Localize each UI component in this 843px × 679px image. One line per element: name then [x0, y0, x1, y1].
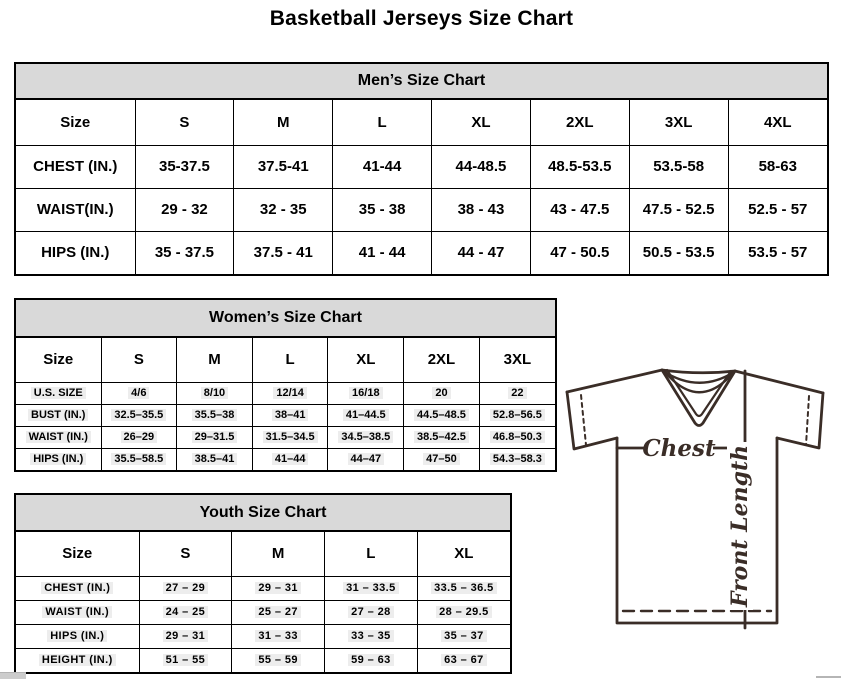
- cell-text: CHEST (IN.): [41, 582, 113, 594]
- table-row: [16, 145, 827, 188]
- cell-text: 31 – 33.5: [343, 582, 398, 594]
- cell-text: 54.3–58.3: [490, 453, 545, 465]
- table-cell: [177, 382, 253, 404]
- table-cell: [16, 532, 139, 576]
- cell-text: 38–41: [272, 409, 309, 421]
- table-cell: [417, 600, 510, 624]
- table-cell: [530, 145, 629, 188]
- mens-size-table: [16, 100, 827, 274]
- cell-text: 2XL: [566, 113, 594, 131]
- table-cell: [16, 648, 139, 672]
- table-cell: [417, 576, 510, 600]
- jersey-left-shoulder: [567, 370, 662, 392]
- table-cell: [328, 426, 404, 448]
- jersey-collar-top: [662, 370, 735, 373]
- table-cell: [404, 382, 480, 404]
- cell-text: L: [366, 545, 376, 563]
- table-cell: [232, 532, 325, 576]
- table-cell: [16, 188, 135, 231]
- table-cell: [629, 188, 728, 231]
- table-cell: [417, 624, 510, 648]
- cell-text: 51 – 55: [163, 654, 209, 666]
- cell-text: HIPS (IN.): [41, 244, 110, 262]
- cell-text: 12/14: [273, 387, 307, 399]
- table-cell: [432, 231, 531, 274]
- table-cell: [135, 145, 234, 188]
- cell-text: 33 – 35: [348, 630, 394, 642]
- cell-text: 41-44: [362, 158, 402, 175]
- table-cell: [177, 426, 253, 448]
- jersey-right-shoulder: [735, 371, 823, 393]
- table-cell: [417, 532, 510, 576]
- table-cell: [432, 145, 531, 188]
- table-cell: [404, 426, 480, 448]
- table-cell: [328, 404, 404, 426]
- table-cell: [139, 600, 232, 624]
- table-cell: [16, 231, 135, 274]
- table-row: [16, 448, 555, 470]
- table-cell: [234, 188, 333, 231]
- cell-text: M: [277, 113, 290, 131]
- cell-text: 31 – 33: [255, 630, 301, 642]
- table-cell: [333, 188, 432, 231]
- cell-text: 3XL: [503, 351, 532, 369]
- table-cell: [101, 426, 177, 448]
- table-cell: [728, 145, 827, 188]
- cell-text: M: [208, 351, 221, 369]
- size-header-row: [16, 532, 510, 576]
- table-cell: [728, 100, 827, 145]
- cell-text: S: [179, 113, 190, 131]
- table-cell: [101, 404, 177, 426]
- cell-text: Size: [43, 351, 74, 369]
- cell-text: 38 - 43: [457, 201, 505, 218]
- table-cell: [234, 100, 333, 145]
- cell-text: 41–44: [272, 453, 309, 465]
- cell-text: HIPS (IN.): [47, 630, 107, 642]
- cell-text: 26–29: [121, 431, 158, 443]
- table-cell: [728, 231, 827, 274]
- cell-text: 27 – 29: [163, 582, 209, 594]
- table-cell: [101, 338, 177, 382]
- table-cell: [232, 624, 325, 648]
- cell-text: XL: [454, 545, 474, 563]
- cell-text: CHEST (IN.): [33, 158, 118, 175]
- cell-text: 46.8–50.3: [490, 431, 545, 443]
- cell-text: 37.5 - 41: [253, 244, 313, 262]
- cell-text: L: [377, 113, 387, 131]
- cell-text: S: [180, 545, 191, 563]
- cell-text: 44.5–48.5: [414, 409, 469, 421]
- cell-text: 35 - 38: [358, 201, 406, 218]
- cell-text: Size: [60, 113, 91, 131]
- table-row: [16, 576, 510, 600]
- page-title: Basketball Jerseys Size Chart: [269, 7, 574, 30]
- cell-text: U.S. SIZE: [31, 387, 86, 399]
- table-cell: [479, 426, 555, 448]
- cell-text: 35 – 37: [441, 630, 487, 642]
- table-cell: [325, 600, 418, 624]
- table-cell: [16, 382, 101, 404]
- table-row: [16, 404, 555, 426]
- cell-text: 55 – 59: [255, 654, 301, 666]
- cell-text: 4/6: [128, 387, 149, 399]
- table-cell: [417, 648, 510, 672]
- jersey-right-cuff-dash: [806, 396, 809, 445]
- cell-text: 52.8–56.5: [490, 409, 545, 421]
- cell-text: M: [271, 545, 285, 563]
- cell-text: WAIST(IN.): [36, 201, 114, 218]
- size-header-row: [16, 338, 555, 382]
- table-cell: [530, 188, 629, 231]
- cell-text: 53.5 - 57: [748, 244, 808, 262]
- cell-text: 59 – 63: [348, 654, 394, 666]
- cell-text: HIPS (IN.): [30, 453, 86, 465]
- cell-text: 16/18: [349, 387, 383, 399]
- cell-text: 33.5 – 36.5: [431, 582, 496, 594]
- table-cell: [252, 382, 328, 404]
- cell-text: 20: [432, 387, 450, 399]
- cell-text: 32 - 35: [259, 201, 307, 218]
- table-cell: [139, 576, 232, 600]
- cell-text: 24 – 25: [163, 606, 209, 618]
- mens-size-chart: [14, 62, 829, 276]
- table-cell: [139, 648, 232, 672]
- cell-text: Size: [62, 545, 93, 563]
- cell-text: L: [285, 351, 295, 369]
- cell-text: 35.5–58.5: [111, 453, 166, 465]
- cell-text: 22: [508, 387, 526, 399]
- table-cell: [404, 404, 480, 426]
- cell-text: 44-48.5: [455, 158, 507, 175]
- cell-text: 29 – 31: [163, 630, 209, 642]
- table-row: [16, 624, 510, 648]
- table-cell: [234, 145, 333, 188]
- table-cell: [177, 448, 253, 470]
- table-cell: [16, 624, 139, 648]
- table-row: [16, 600, 510, 624]
- cell-text: 25 – 27: [255, 606, 301, 618]
- table-cell: [252, 448, 328, 470]
- front-length-label: Front Length: [727, 444, 753, 608]
- table-cell: [328, 338, 404, 382]
- scrollbar-thumb-left[interactable]: [0, 672, 26, 679]
- table-cell: [328, 448, 404, 470]
- table-cell: [101, 382, 177, 404]
- table-cell: [404, 448, 480, 470]
- table-cell: [404, 338, 480, 382]
- table-cell: [16, 600, 139, 624]
- cell-text: BUST (IN.): [28, 409, 88, 421]
- table-row: [16, 648, 510, 672]
- table-cell: [16, 576, 139, 600]
- table-cell: [333, 231, 432, 274]
- table-cell: [479, 448, 555, 470]
- table-cell: [530, 231, 629, 274]
- table-cell: [16, 426, 101, 448]
- jersey-left-cuff-dash: [581, 395, 586, 445]
- table-cell: [479, 404, 555, 426]
- cell-text: XL: [356, 351, 376, 369]
- table-cell: [328, 382, 404, 404]
- cell-text: 29 – 31: [255, 582, 301, 594]
- womens-size-chart: [14, 298, 557, 472]
- cell-text: 3XL: [664, 113, 693, 131]
- cell-text: HEIGHT (IN.): [39, 654, 116, 666]
- cell-text: 44–47: [348, 453, 385, 465]
- table-cell: [177, 338, 253, 382]
- cell-text: 31.5–34.5: [263, 431, 318, 443]
- cell-text: 2XL: [427, 351, 456, 369]
- table-cell: [629, 100, 728, 145]
- womens-size-table: [16, 338, 555, 470]
- jersey-left-sleeve: [567, 392, 617, 449]
- table-cell: [629, 231, 728, 274]
- size-header-row: [16, 100, 827, 145]
- cell-text: 37.5-41: [257, 158, 309, 175]
- cell-text: 38.5–42.5: [414, 431, 469, 443]
- cell-text: 28 – 29.5: [436, 606, 491, 618]
- youth-size-chart: [14, 493, 512, 674]
- table-row: [16, 426, 555, 448]
- table-cell: [432, 188, 531, 231]
- table-cell: [16, 338, 101, 382]
- table-cell: [728, 188, 827, 231]
- cell-text: 34.5–38.5: [338, 431, 393, 443]
- cell-text: 58-63: [758, 158, 797, 175]
- table-cell: [234, 231, 333, 274]
- jersey-measurement-diagram: [555, 360, 843, 679]
- cell-text: 41–44.5: [343, 409, 389, 421]
- cell-text: 44 - 47: [457, 244, 505, 262]
- table-cell: [325, 576, 418, 600]
- table-cell: [252, 404, 328, 426]
- cell-text: 4XL: [764, 113, 792, 131]
- table-row: [16, 188, 827, 231]
- table-cell: [101, 448, 177, 470]
- cell-text: 47–50: [423, 453, 460, 465]
- cell-text: 27 – 28: [348, 606, 394, 618]
- table-row: [16, 231, 827, 274]
- table-cell: [333, 100, 432, 145]
- cell-text: 50.5 - 53.5: [642, 244, 715, 262]
- cell-text: 41 - 44: [358, 244, 406, 262]
- cell-text: 63 – 67: [441, 654, 487, 666]
- table-cell: [325, 532, 418, 576]
- table-cell: [139, 624, 232, 648]
- cell-text: 52.5 - 57: [748, 201, 808, 218]
- scrollbar-fragment-right[interactable]: [816, 676, 841, 678]
- cell-text: 29–31.5: [192, 431, 238, 443]
- table-cell: [629, 145, 728, 188]
- table-cell: [16, 145, 135, 188]
- cell-text: 47 - 50.5: [550, 244, 610, 262]
- cell-text: WAIST (IN.): [26, 431, 91, 443]
- table-cell: [16, 448, 101, 470]
- cell-text: 53.5-58: [653, 158, 705, 175]
- cell-text: 29 - 32: [161, 201, 208, 218]
- table-cell: [16, 100, 135, 145]
- jersey-diagram-icon: [555, 360, 843, 679]
- table-cell: [333, 145, 432, 188]
- youth-size-table: [16, 532, 510, 672]
- chest-label: Chest: [642, 435, 716, 462]
- cell-text: 43 - 47.5: [550, 201, 610, 218]
- table-cell: [16, 404, 101, 426]
- cell-text: XL: [471, 113, 491, 131]
- table-cell: [252, 338, 328, 382]
- table-row: [16, 382, 555, 404]
- table-cell: [530, 100, 629, 145]
- cell-text: 8/10: [201, 387, 228, 399]
- cell-text: 32.5–35.5: [111, 409, 166, 421]
- table-cell: [252, 426, 328, 448]
- table-cell: [232, 600, 325, 624]
- cell-text: 35.5–38: [192, 409, 238, 421]
- cell-text: 35-37.5: [158, 158, 210, 175]
- table-cell: [139, 532, 232, 576]
- cell-text: WAIST (IN.): [42, 606, 112, 618]
- table-cell: [135, 231, 234, 274]
- table-cell: [232, 576, 325, 600]
- cell-text: 48.5-53.5: [548, 158, 612, 175]
- table-cell: [479, 338, 555, 382]
- cell-text: 47.5 - 52.5: [642, 201, 715, 218]
- table-cell: [432, 100, 531, 145]
- table-cell: [177, 404, 253, 426]
- table-cell: [479, 382, 555, 404]
- youth-chart-title: Youth Size Chart: [16, 495, 510, 532]
- cell-text: 38.5–41: [192, 453, 238, 465]
- table-cell: [325, 624, 418, 648]
- womens-chart-title: Women’s Size Chart: [16, 300, 555, 338]
- table-cell: [325, 648, 418, 672]
- cell-text: 35 - 37.5: [154, 244, 215, 262]
- cell-text: S: [133, 351, 144, 369]
- table-cell: [135, 188, 234, 231]
- jersey-right-sleeve: [777, 393, 823, 448]
- table-cell: [232, 648, 325, 672]
- mens-chart-title: Men’s Size Chart: [16, 64, 827, 100]
- table-cell: [135, 100, 234, 145]
